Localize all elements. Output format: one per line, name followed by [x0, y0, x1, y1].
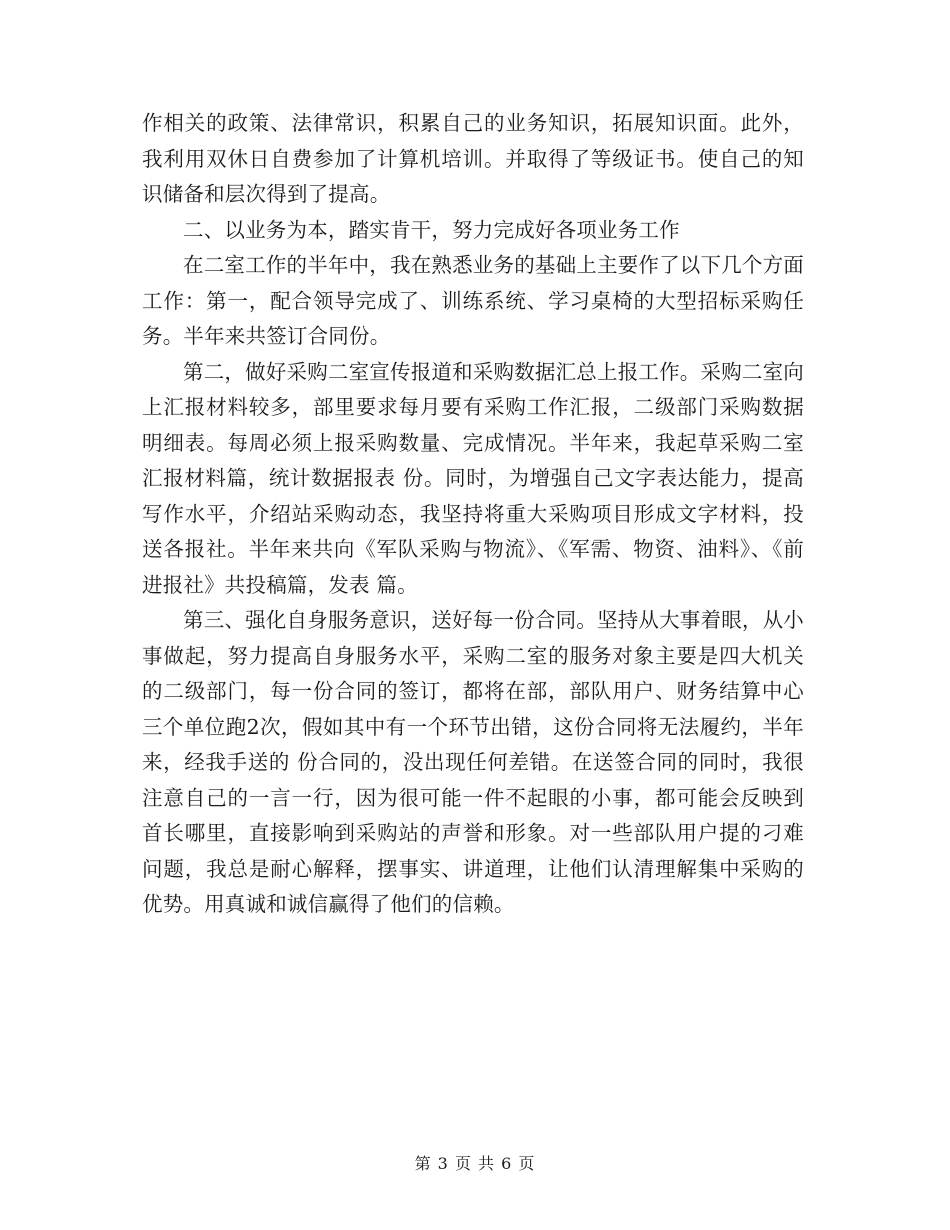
page-footer: 第 3 页 共 6 页	[414, 1154, 536, 1173]
paragraph-third-point: 第三、强化自身服务意识，送好每一份合同。坚持从大事着眼，从小事做起，努力提高自身服务水平，采购二室的服务对象主要是四大机关的二级部门，每一份合同的签订，都将在部，部队用户、财务结算中心三个单位跑2次，假如其中有一个环节出错，这份合同将无法履约，半年来，经我手送的 份合同的，没出现任何差错。在送签合同的同时，我很注意自己的一言一行，因为很可能一件不起眼的小事，都可能会反映到首长哪里，直接影响到采购站的声誉和形象。对一些部队用户提的刁难问题，我总是耐心解释，摆事实、讲道理，让他们认清理解集中采购的优势。用真诚和诚信赢得了他们的信赖。	[142, 608, 804, 916]
paragraph-work-overview: 在二室工作的半年中，我在熟悉业务的基础上主要作了以下几个方面工作：第一，配合领导完成了、训练系统、学习桌椅的大型招标采购任务。半年来共签订合同份。	[142, 253, 804, 348]
paragraph-continuation: 作相关的政策、法律常识，积累自己的业务知识，拓展知识面。此外，我利用双休日自费参加了计算机培训。并取得了等级证书。使自己的知识储备和层次得到了提高。	[142, 111, 804, 206]
paragraph-second-point: 第二，做好采购二室宣传报道和采购数据汇总上报工作。采购二室向上汇报材料较多，部里要求每月要有采购工作汇报，二级部门采购数据明细表。每周必须上报采购数量、完成情况。半年来，我起草采购二室汇报材料篇，统计数据报表 份。同时，为增强自己文字表达能力，提高写作水平，介绍站采购动态，我坚持将重大采购项目形成文字材料，投送各报社。半年来共向《军队采购与物流》、《军需、物资、油料》、《前进报社》共投稿篇，发表 篇。	[142, 359, 804, 597]
section-heading: 二、以业务为本，踏实肯干，努力完成好各项业务工作	[183, 217, 680, 242]
document-body	[142, 106, 804, 923]
